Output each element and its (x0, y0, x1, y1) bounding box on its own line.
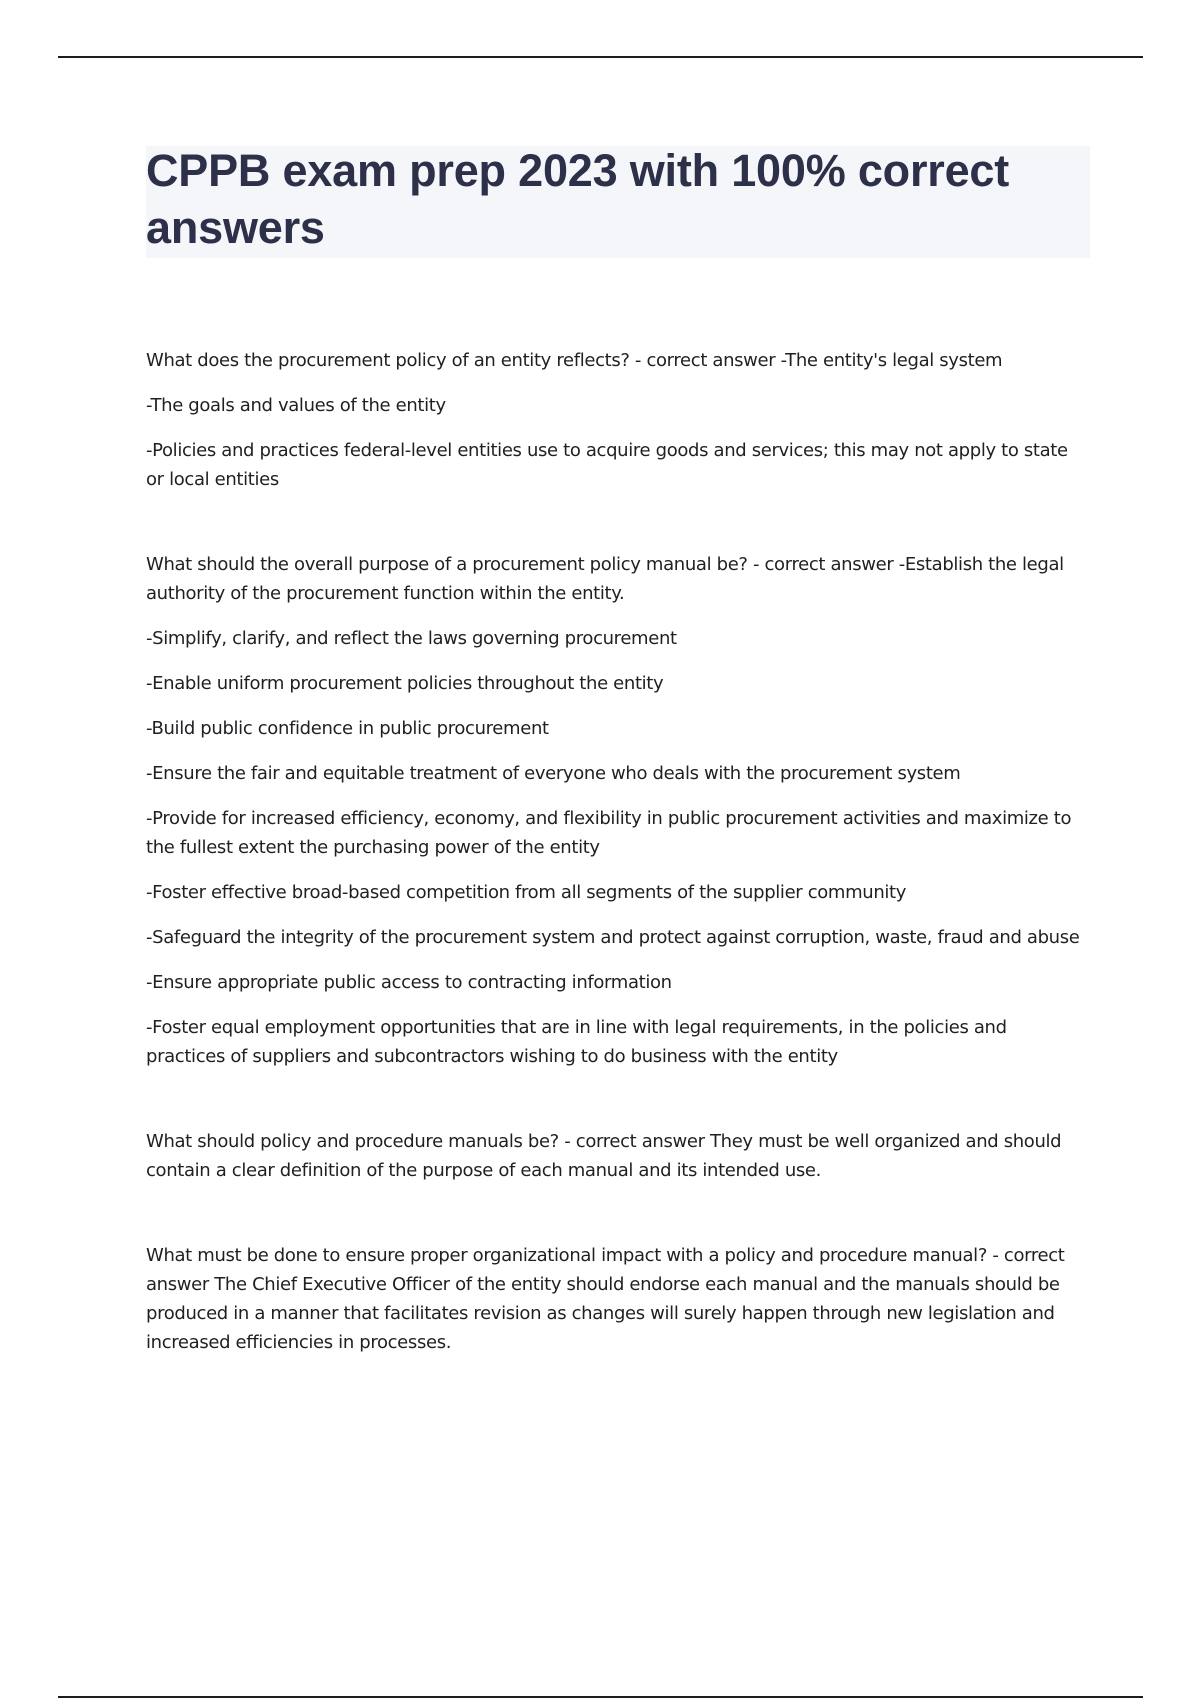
question-2-text: What should the overall purpose of a procurement policy manual be? - correct answer -Establish the legal authority of the procurement function within the entity. (146, 554, 1064, 604)
qa-block-2 (146, 550, 1090, 1071)
answer-line: -Enable uniform procurement policies throughout the entity (146, 673, 664, 694)
answer-line: -Policies and practices federal-level entities use to acquire goods and services; this may not apply to state or local entities (146, 440, 1068, 490)
answer-line: -Simplify, clarify, and reflect the laws governing procurement (146, 628, 677, 649)
question-3-text: What should policy and procedure manuals be? - correct answer They must be well organized and should contain a clear definition of the purpose of each manual and its intended use. (146, 1131, 1062, 1181)
qa-block-1 (146, 346, 1090, 494)
answer-line: -Ensure the fair and equitable treatment of everyone who deals with the procurement system (146, 763, 961, 784)
answer-line: -Ensure appropriate public access to contracting information (146, 972, 672, 993)
answer-line: -Foster equal employment opportunities that are in line with legal requirements, in the policies and practices of suppliers and subcontractors wishing to do business with the entity (146, 1017, 1007, 1067)
qa-block-3 (146, 1127, 1090, 1185)
answer-line: -Foster effective broad-based competition from all segments of the supplier community (146, 882, 907, 903)
question-1-text: What does the procurement policy of an entity reflects? - correct answer -The entity's legal system (146, 350, 1003, 371)
answer-line: -Build public confidence in public procurement (146, 718, 549, 739)
qa-block-4 (146, 1241, 1090, 1357)
answer-line: -Safeguard the integrity of the procurement system and protect against corruption, waste, fraud and abuse (146, 927, 1080, 948)
document-body (146, 346, 1090, 1373)
question-4-text: What must be done to ensure proper organizational impact with a policy and procedure manual? - correct answer The Chief Executive Officer of the entity should endorse each manual and the manuals should be produced in a manner that facilitates revision as changes will surely happen through new legislation and increased efficiencies in processes. (146, 1245, 1065, 1353)
document-title: CPPB exam prep 2023 with 100% correct answers (146, 145, 1010, 253)
answer-line: -Provide for increased efficiency, economy, and flexibility in public procurement activities and maximize to the fullest extent the purchasing power of the entity (146, 808, 1072, 858)
footer-rule (58, 1696, 1143, 1698)
header-rule (58, 56, 1143, 58)
answer-line: -The goals and values of the entity (146, 395, 446, 416)
